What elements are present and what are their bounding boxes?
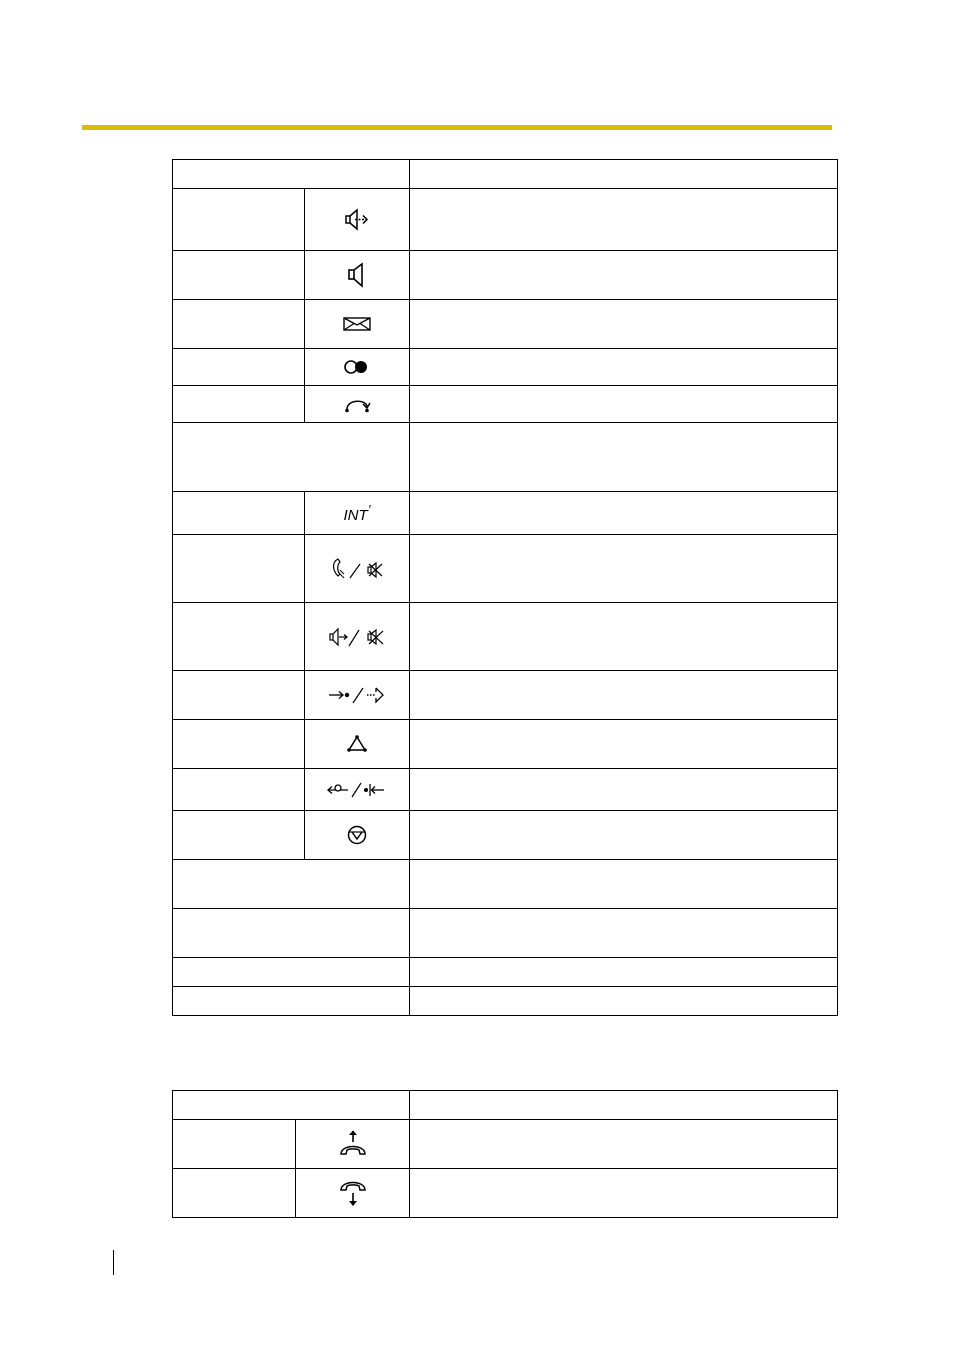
on-hook-handset-icon	[338, 1178, 368, 1208]
row-description-cell	[410, 189, 838, 251]
int-label: INT	[343, 507, 368, 524]
off-hook-handset-icon	[338, 1129, 368, 1159]
row-icon-cell	[305, 386, 410, 423]
header-rule	[82, 125, 832, 130]
table-row	[173, 987, 838, 1016]
row-label-cell	[173, 1169, 296, 1218]
row-icon-cell	[305, 811, 410, 860]
table-row	[173, 349, 838, 386]
row-label-cell	[173, 300, 305, 349]
row-description-cell	[410, 300, 838, 349]
row-icon-cell	[305, 251, 410, 300]
row-icon-cell	[305, 535, 410, 603]
circle-chevron-icon	[346, 824, 368, 846]
arrow-circle-slash-dot-arrow-icon	[326, 780, 388, 800]
row-description-cell	[410, 423, 838, 492]
row-icon-cell	[305, 492, 410, 535]
row-label-cell	[173, 349, 305, 386]
row-label-cell	[173, 987, 410, 1016]
row-description-cell	[410, 769, 838, 811]
row-label-cell	[173, 603, 305, 671]
row-icon-cell	[305, 671, 410, 720]
table-row	[173, 386, 838, 423]
row-icon-cell	[305, 300, 410, 349]
row-label-cell	[173, 769, 305, 811]
table-row	[173, 251, 838, 300]
row-description-cell	[410, 811, 838, 860]
row-description-cell	[410, 860, 838, 909]
table-row	[173, 958, 838, 987]
table-row	[173, 603, 838, 671]
row-label-cell	[173, 492, 305, 535]
triangle-dots-icon	[346, 734, 368, 754]
row-icon-cell	[305, 603, 410, 671]
row-label-cell	[173, 671, 305, 720]
row-label-cell	[173, 860, 410, 909]
table-row	[173, 423, 838, 492]
row-label-cell	[173, 251, 305, 300]
header-cell-item	[173, 1091, 410, 1120]
row-label-cell	[173, 909, 410, 958]
row-description-cell	[410, 492, 838, 535]
row-label-cell	[173, 423, 410, 492]
speaker-arrow-icon	[344, 208, 370, 232]
handset-slash-crossed-speaker-icon	[329, 556, 385, 582]
row-icon-cell	[305, 349, 410, 386]
display-icons-table	[172, 159, 838, 1016]
row-icon-cell	[296, 1120, 410, 1169]
row-icon-cell	[296, 1169, 410, 1218]
row-description-cell	[410, 535, 838, 603]
table-row	[173, 300, 838, 349]
table-row	[173, 1169, 838, 1218]
row-description-cell	[410, 386, 838, 423]
handset-icons-table	[172, 1090, 838, 1218]
row-description-cell	[410, 987, 838, 1016]
row-description-cell	[410, 720, 838, 769]
table-row	[173, 1120, 838, 1169]
table-row	[173, 769, 838, 811]
row-description-cell	[410, 1120, 838, 1169]
row-description-cell	[410, 909, 838, 958]
speaker-icon	[346, 262, 368, 288]
int-text-icon	[343, 502, 370, 524]
header-cell-item	[173, 160, 410, 189]
row-icon-cell	[305, 720, 410, 769]
row-label-cell	[173, 386, 305, 423]
arrow-dot-slash-dotted-arrow-icon	[327, 684, 387, 706]
table-row	[173, 811, 838, 860]
row-description-cell	[410, 251, 838, 300]
row-description-cell	[410, 349, 838, 386]
table-row	[173, 671, 838, 720]
header-cell-description	[410, 1091, 838, 1120]
row-icon-cell	[305, 189, 410, 251]
table-header-row	[173, 1091, 838, 1120]
row-description-cell	[410, 671, 838, 720]
row-label-cell	[173, 958, 410, 987]
row-icon-cell	[305, 769, 410, 811]
table-row	[173, 909, 838, 958]
curved-arrow-icon	[342, 395, 372, 413]
row-label-cell	[173, 1120, 296, 1169]
table-row	[173, 492, 838, 535]
row-description-cell	[410, 1169, 838, 1218]
table-row	[173, 720, 838, 769]
row-label-cell	[173, 189, 305, 251]
header-cell-description	[410, 160, 838, 189]
envelope-icon	[342, 316, 372, 332]
int-mark: ’	[367, 502, 371, 517]
page-margin-mark	[113, 1250, 114, 1275]
table-row	[173, 189, 838, 251]
row-description-cell	[410, 603, 838, 671]
row-label-cell	[173, 535, 305, 603]
speaker-arrow-slash-crossed-speaker-icon	[328, 624, 386, 650]
two-circles-icon	[343, 359, 371, 375]
table-row	[173, 860, 838, 909]
table-row	[173, 535, 838, 603]
row-description-cell	[410, 958, 838, 987]
table-header-row	[173, 160, 838, 189]
row-label-cell	[173, 811, 305, 860]
row-label-cell	[173, 720, 305, 769]
